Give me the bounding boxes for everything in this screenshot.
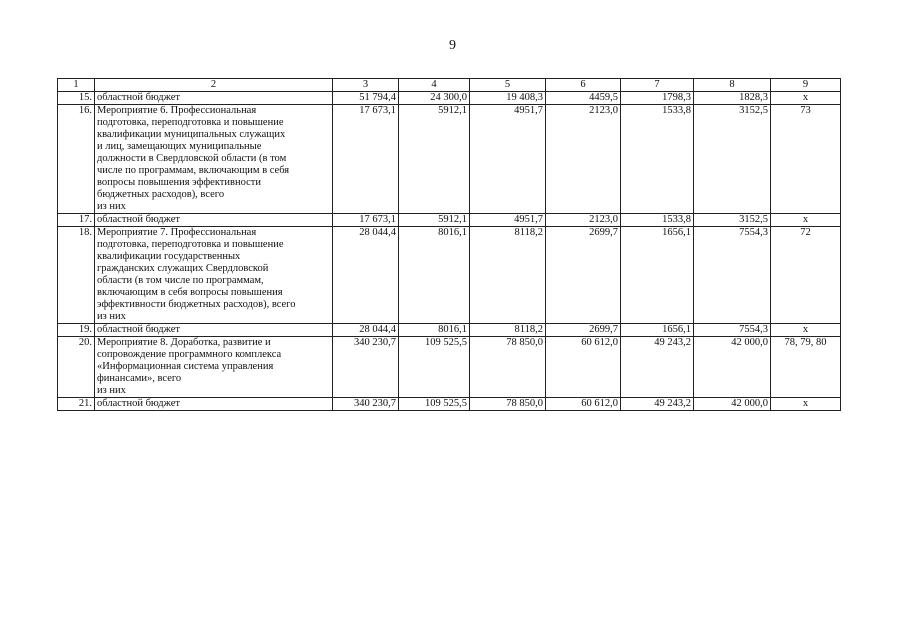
value-col-7: 1798,3 [621, 92, 694, 105]
value-col-3: 340 230,7 [333, 337, 399, 398]
description-line: областной бюджет [97, 92, 180, 103]
row-description [95, 105, 333, 214]
table-row [58, 324, 841, 337]
row-description [95, 214, 333, 227]
row-number: 16. [58, 105, 95, 214]
value-col-6: 2123,0 [546, 105, 621, 214]
value-col-7: 1533,8 [621, 214, 694, 227]
description-line: областной бюджет [97, 398, 180, 409]
value-col-6: 2699,7 [546, 227, 621, 324]
row-number: 21. [58, 398, 95, 411]
value-col-3: 51 794,4 [333, 92, 399, 105]
value-col-5: 8118,2 [470, 324, 546, 337]
table-row [58, 398, 841, 411]
value-col-7: 1533,8 [621, 105, 694, 214]
description-line: областной бюджет [97, 214, 180, 225]
value-col-7: 49 243,2 [621, 398, 694, 411]
description-line: Мероприятие 7. Профессиональная [97, 227, 257, 238]
table-row [58, 227, 841, 324]
header-cell: 8 [694, 79, 771, 92]
value-col-4: 109 525,5 [399, 337, 470, 398]
description-line: подготовка, переподготовка и повышение [97, 239, 284, 250]
description-line: квалификации муниципальных служащих [97, 129, 286, 140]
description-line: области (в том числе по программам, [97, 275, 264, 286]
description-line: квалификации государственных [97, 251, 241, 262]
indicator-ref: 73 [771, 105, 841, 214]
description-line: эффективности бюджетных расходов), всего [97, 299, 296, 310]
value-col-3: 340 230,7 [333, 398, 399, 411]
page-number: 9 [449, 38, 456, 53]
value-col-3: 28 044,4 [333, 227, 399, 324]
description-line: Мероприятие 8. Доработка, развитие и [97, 337, 271, 348]
description-line: из них [97, 201, 126, 212]
value-col-7: 49 243,2 [621, 337, 694, 398]
value-col-3: 17 673,1 [333, 105, 399, 214]
description-line: сопровождение программного комплекса [97, 349, 282, 360]
header-cell: 2 [95, 79, 333, 92]
value-col-3: 17 673,1 [333, 214, 399, 227]
description-line: финансами», всего [97, 373, 182, 384]
value-col-6: 2123,0 [546, 214, 621, 227]
value-col-4: 24 300,0 [399, 92, 470, 105]
value-col-7: 1656,1 [621, 227, 694, 324]
value-col-5: 4951,7 [470, 105, 546, 214]
indicator-ref: х [771, 398, 841, 411]
value-col-8: 42 000,0 [694, 398, 771, 411]
value-col-6: 60 612,0 [546, 337, 621, 398]
row-description [95, 324, 333, 337]
value-col-8: 3152,5 [694, 214, 771, 227]
table-row [58, 214, 841, 227]
header-cell: 5 [470, 79, 546, 92]
indicator-ref: х [771, 324, 841, 337]
row-description [95, 337, 333, 398]
value-col-5: 78 850,0 [470, 398, 546, 411]
description-line: областной бюджет [97, 324, 180, 335]
description-line: Мероприятие 6. Профессиональная [97, 105, 257, 116]
budget-table [57, 78, 841, 411]
value-col-6: 4459,5 [546, 92, 621, 105]
indicator-ref: 78, 79, 80 [771, 337, 841, 398]
header-row [58, 79, 841, 92]
header-cell: 1 [58, 79, 95, 92]
value-col-8: 1828,3 [694, 92, 771, 105]
value-col-4: 5912,1 [399, 214, 470, 227]
value-col-5: 19 408,3 [470, 92, 546, 105]
row-description [95, 92, 333, 105]
row-number: 19. [58, 324, 95, 337]
value-col-4: 8016,1 [399, 227, 470, 324]
header-cell: 9 [771, 79, 841, 92]
value-col-7: 1656,1 [621, 324, 694, 337]
row-description [95, 398, 333, 411]
header-cell: 7 [621, 79, 694, 92]
row-number: 15. [58, 92, 95, 105]
value-col-4: 5912,1 [399, 105, 470, 214]
value-col-5: 78 850,0 [470, 337, 546, 398]
description-line: включающим в себя вопросы повышения [97, 287, 283, 298]
description-line: подготовка, переподготовка и повышение [97, 117, 284, 128]
description-line: «Информационная система управления [97, 361, 274, 372]
table-row [58, 92, 841, 105]
row-number: 17. [58, 214, 95, 227]
indicator-ref: 72 [771, 227, 841, 324]
indicator-ref: х [771, 214, 841, 227]
value-col-8: 42 000,0 [694, 337, 771, 398]
value-col-4: 8016,1 [399, 324, 470, 337]
indicator-ref: х [771, 92, 841, 105]
description-line: должности в Свердловской области (в том [97, 153, 287, 164]
value-col-8: 7554,3 [694, 324, 771, 337]
description-line: и лиц, замещающих муниципальные [97, 141, 262, 152]
table-row [58, 105, 841, 214]
header-cell: 4 [399, 79, 470, 92]
table-row [58, 337, 841, 398]
description-line: из них [97, 311, 126, 322]
value-col-8: 7554,3 [694, 227, 771, 324]
value-col-8: 3152,5 [694, 105, 771, 214]
value-col-5: 8118,2 [470, 227, 546, 324]
description-line: бюджетных расходов), всего [97, 189, 225, 200]
description-line: из них [97, 385, 126, 396]
value-col-5: 4951,7 [470, 214, 546, 227]
description-line: вопросы повышения эффективности [97, 177, 261, 188]
value-col-6: 60 612,0 [546, 398, 621, 411]
value-col-4: 109 525,5 [399, 398, 470, 411]
row-number: 20. [58, 337, 95, 398]
header-cell: 6 [546, 79, 621, 92]
row-description [95, 227, 333, 324]
value-col-6: 2699,7 [546, 324, 621, 337]
header-cell: 3 [333, 79, 399, 92]
value-col-3: 28 044,4 [333, 324, 399, 337]
description-line: числе по программам, включающим в себя [97, 165, 290, 176]
row-number: 18. [58, 227, 95, 324]
description-line: гражданских служащих Свердловской [97, 263, 269, 274]
